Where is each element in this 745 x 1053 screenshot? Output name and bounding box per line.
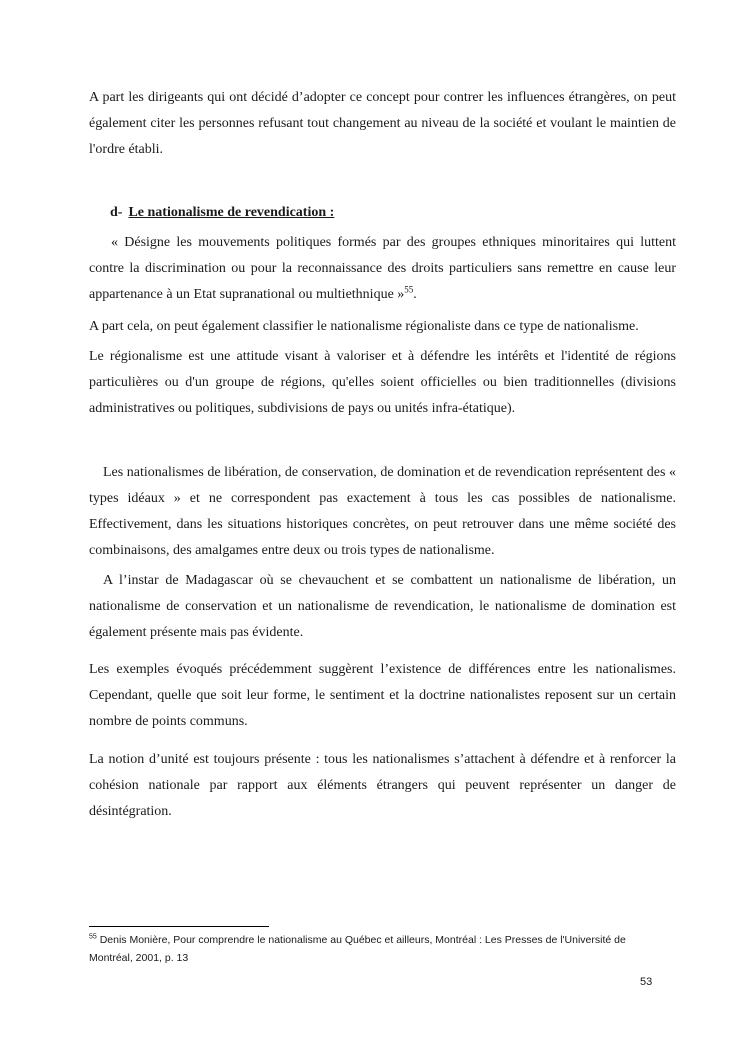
paragraph-quote [89, 230, 676, 308]
footnote [89, 931, 649, 967]
footnote-number: 55 [89, 933, 97, 941]
paragraph-1: A part les dirigeants qui ont décidé d’adopter ce concept pour contrer les influences étrangères, on peut également citer les personnes refusant tout changement au niveau de la société et voulant le maintien de l'ordre établi. [89, 90, 676, 157]
quote-text: « Désigne les mouvements politiques formés par des groupes ethniques minoritaires qui luttent contre la discrimination ou pour la reconnaissance des droits particuliers sans remettre en cause leur appartenance à un Etat supranational ou multiethnique » [89, 235, 676, 302]
section-heading [110, 200, 334, 226]
section-marker: d- [110, 205, 123, 220]
footnote-divider [89, 926, 269, 927]
paragraph-6: A l’instar de Madagascar où se chevauchent et se combattent un nationalisme de libération, un nationalisme de conservation et un nationalisme de revendication, le nationalisme de domination est également présente mais pas évidente. [89, 573, 676, 640]
paragraph-5: Les nationalismes de libération, de conservation, de domination et de revendication représentent des « types idéaux » et ne correspondent pas exactement à tous les cas possibles de nationalisme. Effectivement, dans les situations historiques concrètes, on peut retrouver dans une même société des combinaisons, des amalgames entre deux ou trois types de nationalisme. [89, 465, 676, 558]
paragraph-4: Le régionalisme est une attitude visant à valoriser et à défendre les intérêts et l'identité de régions particulières ou d'un groupe de régions, qu'elles soient officielles ou bien traditionnelles (divisions administratives ou politiques, subdivisions de pays ou unités infra-étatique). [89, 349, 676, 416]
paragraph-8: La notion d’unité est toujours présente : tous les nationalismes s’attachent à défendre et à renforcer la cohésion nationale par rapport aux éléments étrangers qui peuvent représenter un danger de désintégration. [89, 752, 676, 819]
footnote-text: Denis Monière, Pour comprendre le nationalisme au Québec et ailleurs, Montréal : Les Presses de l'Université de Montréal, 2001, p. 13 [89, 934, 626, 964]
quote-end: . [413, 287, 417, 302]
page-number: 53 [640, 976, 653, 988]
paragraph-7: Les exemples évoqués précédemment suggèrent l’existence de différences entre les nationalismes. Cependant, quelle que soit leur forme, le sentiment et la doctrine nationalistes reposent sur un certain nombre de points communs. [89, 662, 676, 729]
footnote-reference[interactable]: 55 [404, 284, 414, 295]
paragraph-3: A part cela, on peut également classifier le nationalisme régionaliste dans ce type de nationalisme. [89, 319, 639, 334]
section-title: Le nationalisme de revendication : [128, 205, 335, 220]
